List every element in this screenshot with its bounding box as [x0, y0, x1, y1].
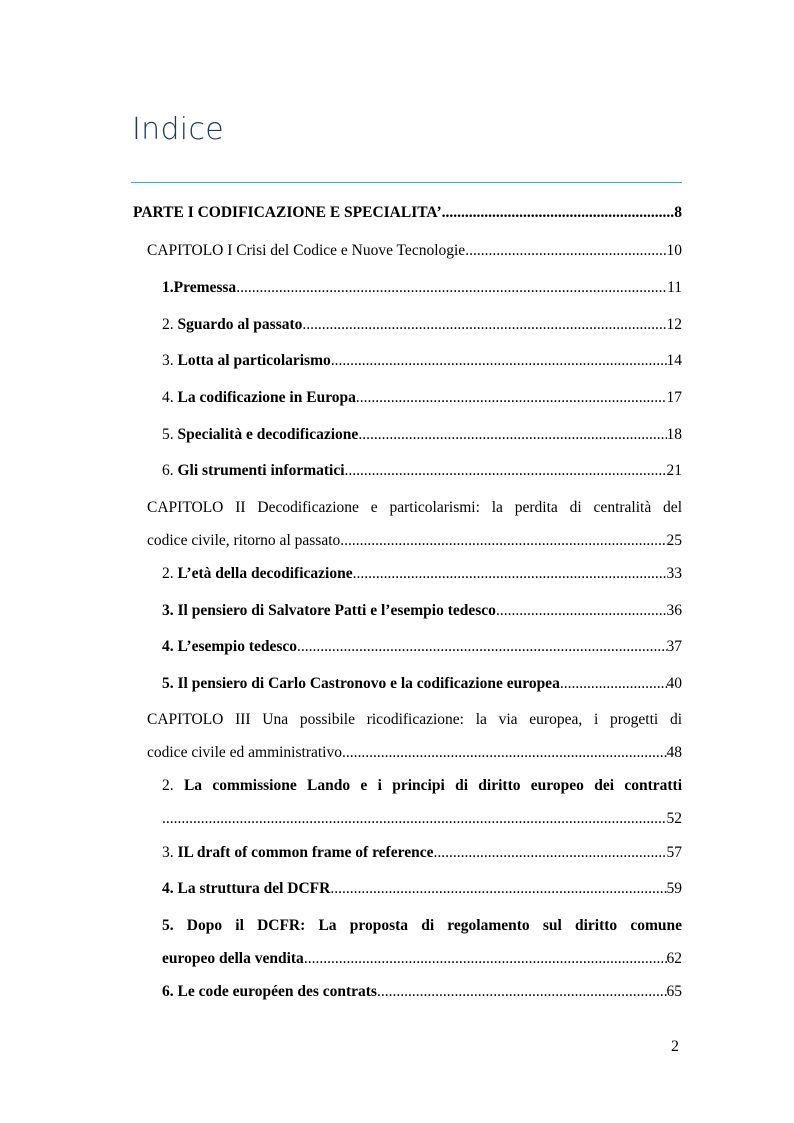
toc-entry-section[interactable] — [162, 387, 682, 409]
page-number: 2 — [671, 1038, 679, 1055]
leader-dots — [496, 600, 667, 622]
leader-dots — [340, 530, 666, 552]
leader-dots — [353, 563, 667, 585]
toc-entry-section[interactable] — [162, 981, 682, 1003]
toc-page-number: 17 — [666, 389, 682, 406]
toc-entry-text: CAPITOLO I Crisi del Codice e Nuove Tecnologie — [147, 242, 466, 259]
toc-page-number: 40 — [666, 675, 682, 692]
toc-page-number: 57 — [666, 844, 682, 861]
toc-entry-text: europeo della vendita — [162, 950, 304, 967]
toc-page-number: 25 — [666, 532, 682, 549]
toc-entry-prefix: 4. — [162, 389, 178, 406]
leader-dots — [442, 202, 675, 224]
toc-entry-text-line1: CAPITOLO III Una possibile ricodificazione: la via europea, i progetti di — [147, 711, 682, 728]
toc-page-number: 11 — [667, 279, 682, 296]
toc-entry-section[interactable] — [162, 842, 682, 864]
toc-page-number: 18 — [666, 426, 682, 443]
toc-entry-text: L’età della decodificazione — [177, 565, 353, 582]
toc-entry-text: 6. Le code européen des contrats — [162, 983, 377, 1000]
toc-entry-text: Sguardo al passato — [177, 316, 303, 333]
toc-page-number: 10 — [666, 242, 682, 259]
toc-page-number: 8 — [674, 204, 682, 221]
toc-entry-text-line1: CAPITOLO II Decodificazione e particolarismi: la perdita di centralità del — [147, 499, 682, 516]
toc-page-number: 33 — [666, 565, 682, 582]
toc-page-number: 65 — [666, 983, 682, 1000]
toc-entry-text: IL draft of common frame of reference — [177, 844, 434, 861]
toc-entry-prefix: 5. — [162, 426, 178, 443]
toc-page-number: 36 — [666, 602, 682, 619]
toc-entry-section[interactable] — [162, 460, 682, 482]
leader-dots — [330, 878, 666, 900]
toc-entry-chapter-3[interactable] — [147, 709, 682, 764]
leader-dots — [345, 460, 667, 482]
leader-dots — [560, 673, 667, 695]
leader-dots — [304, 948, 667, 970]
toc-entry-text: 1.Premessa — [162, 279, 237, 296]
leader-dots — [377, 981, 667, 1003]
toc-entry-text: codice civile, ritorno al passato — [147, 532, 341, 549]
leader-dots — [297, 636, 666, 658]
leader-dots — [358, 424, 666, 446]
toc-entry-section[interactable] — [162, 600, 682, 622]
toc-page-number: 12 — [666, 316, 682, 333]
toc-entry-prefix: 3. — [162, 844, 178, 861]
page-title: Indice — [132, 112, 224, 147]
toc-entry-text: Specialità e decodificazione — [177, 426, 359, 443]
toc-entry-section[interactable] — [162, 636, 682, 658]
toc-entry-section[interactable] — [162, 277, 682, 299]
toc-page-number: 14 — [666, 352, 682, 369]
toc-entry-text: PARTE I CODIFICAZIONE E SPECIALITA’ — [133, 204, 442, 221]
leader-dots — [433, 842, 666, 864]
toc-entry-text: Lotta al particolarismo — [177, 352, 331, 369]
toc-entry-section[interactable] — [162, 563, 682, 585]
toc-entry-text: 4. L’esempio tedesco — [162, 638, 298, 655]
toc-entry-section[interactable] — [162, 775, 682, 830]
leader-dots — [162, 808, 667, 830]
toc-entry-text: 4. La struttura del DCFR — [162, 880, 331, 897]
toc-page-number: 52 — [666, 810, 682, 827]
toc-page-number: 62 — [666, 950, 682, 967]
toc-entry-prefix: 2. — [162, 565, 178, 582]
toc-entry-prefix: 3. — [162, 352, 178, 369]
toc-page-number: 21 — [666, 462, 682, 479]
toc-entry-chapter-1[interactable] — [147, 240, 682, 262]
leader-dots — [342, 742, 667, 764]
toc-entry-prefix: 2. — [162, 777, 184, 794]
toc-entry-text: La codificazione in Europa — [177, 389, 356, 406]
toc-entry-section[interactable] — [162, 673, 682, 695]
toc-page-number: 48 — [666, 744, 682, 761]
toc-entry-part-1[interactable] — [133, 202, 682, 224]
toc-entry-section[interactable] — [162, 314, 682, 336]
toc-entry-text: 5. Il pensiero di Carlo Castronovo e la codificazione europea — [162, 675, 560, 692]
leader-dots — [302, 314, 666, 336]
toc-entry-prefix: 6. — [162, 462, 178, 479]
toc-entry-section[interactable] — [162, 424, 682, 446]
toc-entry-text: codice civile ed amministrativo — [147, 744, 342, 761]
toc-page-number: 37 — [666, 638, 682, 655]
toc-entry-section[interactable] — [162, 878, 682, 900]
toc-entry-text-line1: La commissione Lando e i principi di diritto europeo dei contratti — [183, 777, 682, 794]
toc-entry-prefix: 2. — [162, 316, 178, 333]
toc-entry-section[interactable] — [162, 350, 682, 372]
toc-entry-text: 3. Il pensiero di Salvatore Patti e l’esempio tedesco — [162, 602, 496, 619]
toc-page-number: 59 — [666, 880, 682, 897]
leader-dots — [236, 277, 667, 299]
toc-entry-text: Gli strumenti informatici — [177, 462, 345, 479]
leader-dots — [331, 350, 667, 372]
toc-entry-text-line1: 5. Dopo il DCFR: La proposta di regolamento sul diritto comune — [162, 917, 682, 934]
toc-entry-section[interactable] — [162, 915, 682, 970]
title-divider — [131, 182, 682, 183]
leader-dots — [465, 240, 666, 262]
toc-entry-chapter-2[interactable] — [147, 497, 682, 552]
leader-dots — [356, 387, 667, 409]
